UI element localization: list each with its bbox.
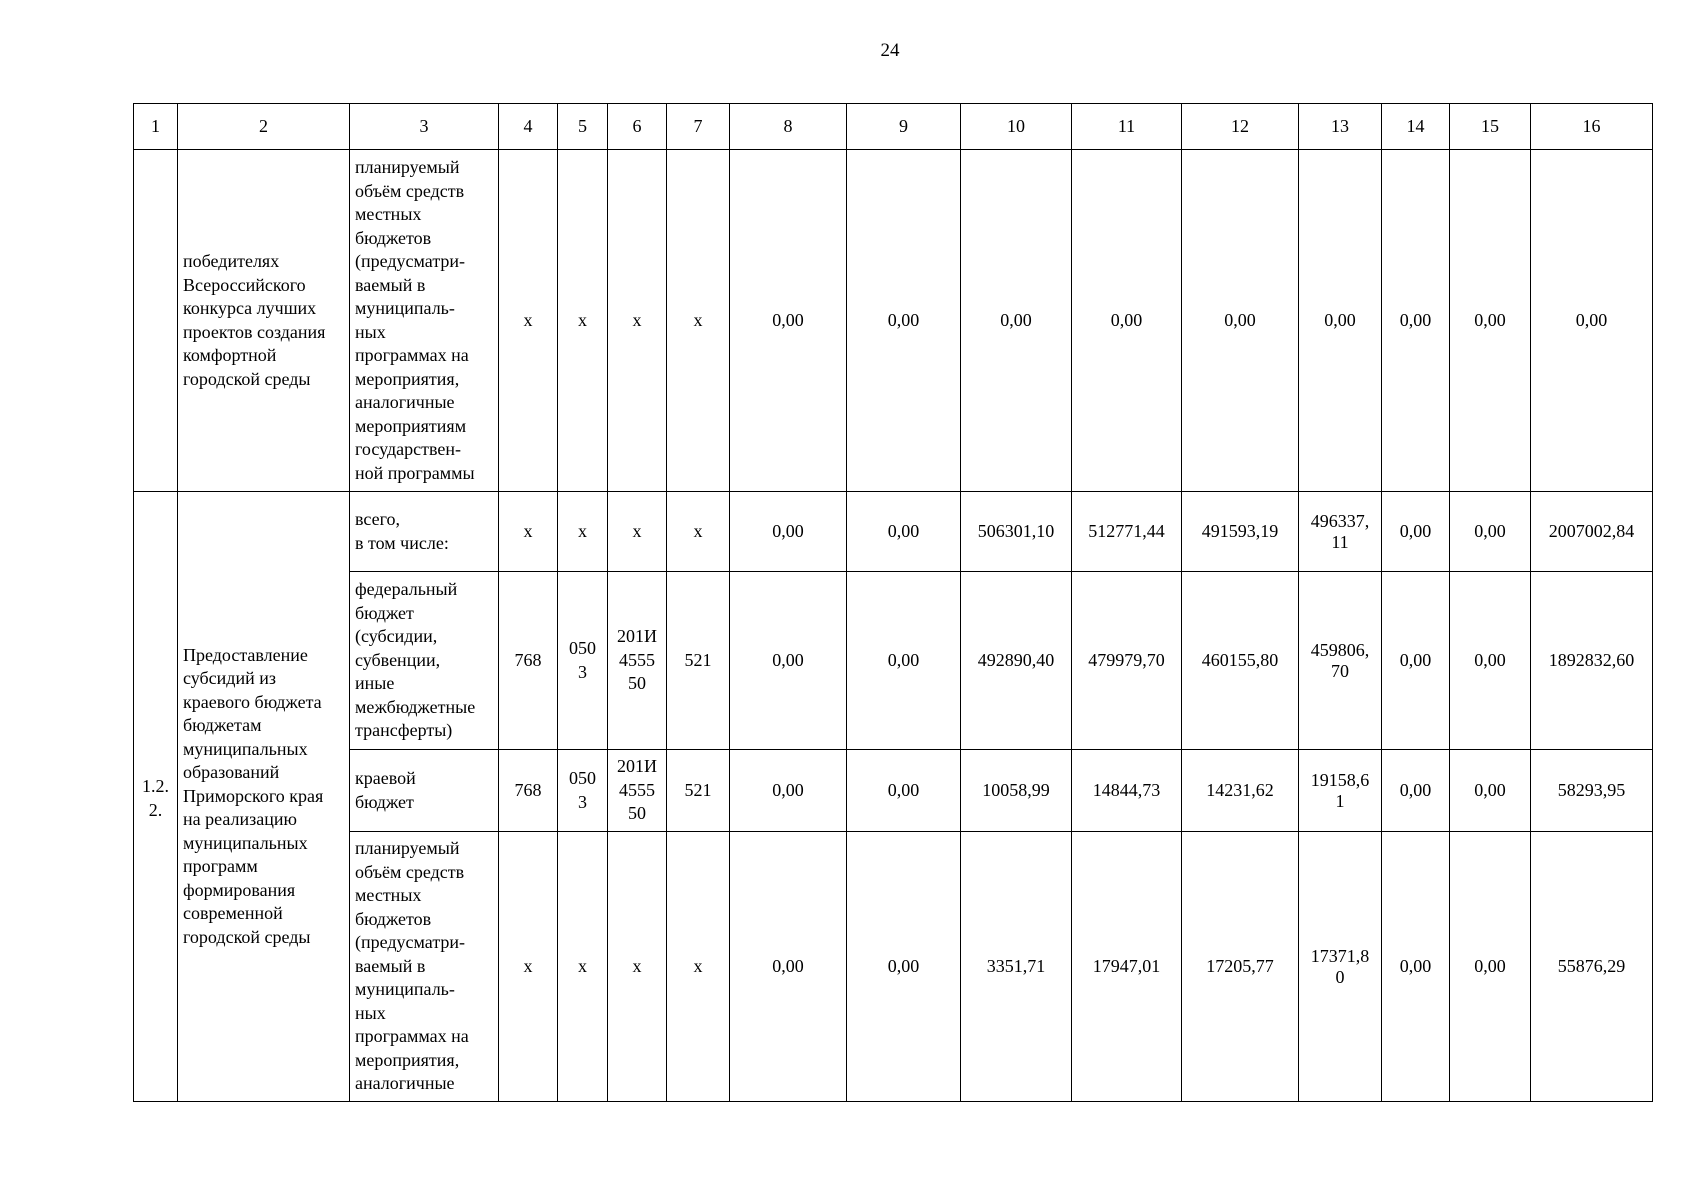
value-cell: 512771,44 <box>1072 492 1182 572</box>
value-cell: 0,00 <box>1450 492 1531 572</box>
value-cell: 0,00 <box>730 572 847 750</box>
header-cell: 1 <box>134 104 178 150</box>
code-cell: х <box>558 150 608 492</box>
value-cell: 1892832,60 <box>1531 572 1653 750</box>
code-cell: х <box>608 150 667 492</box>
code-cell: 201И 4555 50 <box>608 750 667 832</box>
value-cell: 479979,70 <box>1072 572 1182 750</box>
value-cell: 491593,19 <box>1182 492 1299 572</box>
value-cell: 2007002,84 <box>1531 492 1653 572</box>
value-cell: 0,00 <box>730 750 847 832</box>
code-cell: 050 3 <box>558 750 608 832</box>
funding-source-cell: федеральный бюджет (субсидии, субвенции, иные межбюджетные трансферты) <box>350 572 499 750</box>
row-number-cell <box>134 150 178 492</box>
table-row <box>134 750 1653 832</box>
table-row <box>134 492 1653 572</box>
code-cell: х <box>499 492 558 572</box>
funding-source-cell: планируемый объём средств местных бюджетов (предусматри- ваемый в муниципаль- ных программах на мероприятия, аналогичные <box>350 832 499 1102</box>
value-cell: 0,00 <box>1182 150 1299 492</box>
code-cell: х <box>667 832 730 1102</box>
header-cell: 15 <box>1450 104 1531 150</box>
funding-source-cell: краевой бюджет <box>350 750 499 832</box>
code-cell: 201И 4555 50 <box>608 572 667 750</box>
value-cell: 0,00 <box>1072 150 1182 492</box>
value-cell: 0,00 <box>847 572 961 750</box>
value-cell: 10058,99 <box>961 750 1072 832</box>
value-cell: 0,00 <box>1450 750 1531 832</box>
value-cell: 0,00 <box>847 492 961 572</box>
value-cell: 0,00 <box>961 150 1072 492</box>
value-cell: 492890,40 <box>961 572 1072 750</box>
code-cell: х <box>608 832 667 1102</box>
value-cell: 460155,80 <box>1182 572 1299 750</box>
header-cell: 7 <box>667 104 730 150</box>
header-cell: 4 <box>499 104 558 150</box>
code-cell: 768 <box>499 750 558 832</box>
value-cell: 14844,73 <box>1072 750 1182 832</box>
code-cell: 050 3 <box>558 572 608 750</box>
value-cell: 0,00 <box>1531 150 1653 492</box>
value-cell: 0,00 <box>1450 572 1531 750</box>
table-row <box>134 572 1653 750</box>
row-number-cell: 1.2. 2. <box>134 492 178 1102</box>
budget-table <box>133 103 1653 1102</box>
header-cell: 5 <box>558 104 608 150</box>
value-cell: 0,00 <box>847 832 961 1102</box>
value-cell: 496337, 11 <box>1299 492 1382 572</box>
header-cell: 3 <box>350 104 499 150</box>
value-cell: 17371,8 0 <box>1299 832 1382 1102</box>
value-cell: 0,00 <box>847 150 961 492</box>
value-cell: 0,00 <box>730 492 847 572</box>
value-cell: 0,00 <box>1382 150 1450 492</box>
table-row <box>134 832 1653 1102</box>
funding-source-cell: всего, в том числе: <box>350 492 499 572</box>
event-name-cell: победителях Всероссийского конкурса лучших проектов создания комфортной городской среды <box>178 150 350 492</box>
value-cell: 17205,77 <box>1182 832 1299 1102</box>
header-cell: 9 <box>847 104 961 150</box>
value-cell: 506301,10 <box>961 492 1072 572</box>
code-cell: 768 <box>499 572 558 750</box>
value-cell: 459806, 70 <box>1299 572 1382 750</box>
header-cell: 14 <box>1382 104 1450 150</box>
value-cell: 0,00 <box>1450 150 1531 492</box>
code-cell: х <box>667 150 730 492</box>
header-cell: 6 <box>608 104 667 150</box>
value-cell: 0,00 <box>1382 750 1450 832</box>
value-cell: 14231,62 <box>1182 750 1299 832</box>
code-cell: 521 <box>667 750 730 832</box>
value-cell: 0,00 <box>1382 832 1450 1102</box>
header-cell: 13 <box>1299 104 1382 150</box>
value-cell: 3351,71 <box>961 832 1072 1102</box>
funding-source-cell: планируемый объём средств местных бюджетов (предусматри- ваемый в муниципаль- ных программах на мероприятия, аналогичные мероприятиям государствен- ной программы <box>350 150 499 492</box>
code-cell: 521 <box>667 572 730 750</box>
value-cell: 17947,01 <box>1072 832 1182 1102</box>
header-cell: 16 <box>1531 104 1653 150</box>
value-cell: 55876,29 <box>1531 832 1653 1102</box>
header-cell: 8 <box>730 104 847 150</box>
header-cell: 10 <box>961 104 1072 150</box>
page-number: 24 <box>880 40 900 61</box>
value-cell: 19158,6 1 <box>1299 750 1382 832</box>
header-cell: 2 <box>178 104 350 150</box>
header-cell: 12 <box>1182 104 1299 150</box>
value-cell: 58293,95 <box>1531 750 1653 832</box>
value-cell: 0,00 <box>1450 832 1531 1102</box>
value-cell: 0,00 <box>1382 492 1450 572</box>
code-cell: х <box>499 150 558 492</box>
code-cell: х <box>558 832 608 1102</box>
value-cell: 0,00 <box>1382 572 1450 750</box>
value-cell: 0,00 <box>730 832 847 1102</box>
code-cell: х <box>499 832 558 1102</box>
code-cell: х <box>608 492 667 572</box>
value-cell: 0,00 <box>847 750 961 832</box>
header-row <box>134 104 1653 150</box>
code-cell: х <box>558 492 608 572</box>
table-row <box>134 150 1653 492</box>
value-cell: 0,00 <box>1299 150 1382 492</box>
code-cell: х <box>667 492 730 572</box>
header-cell: 11 <box>1072 104 1182 150</box>
value-cell: 0,00 <box>730 150 847 492</box>
event-name-cell: Предоставление субсидий из краевого бюджета бюджетам муниципальных образований Приморского края на реализацию муниципальных программ формирования современной городской среды <box>178 492 350 1102</box>
